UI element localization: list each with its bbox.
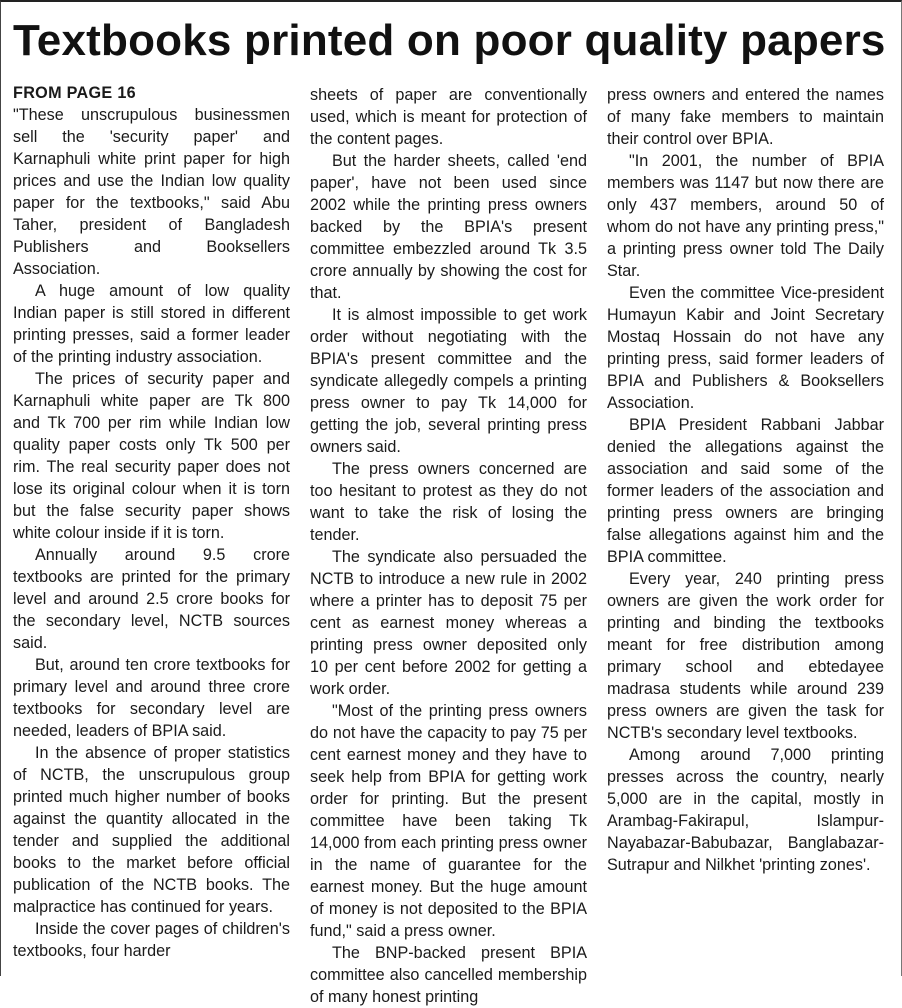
paragraph: "In 2001, the number of BPIA members was 1147 but now there are only 437 members, around 50 of whom do not have any printing press," a printing press owner told The Daily Star.	[607, 152, 884, 280]
paragraph: It is almost impossible to get work order without negotiating with the BPIA's present committee and the syndicate allegedly compels a printing press owner to pay Tk 14,000 for getting the job, several printing press owners said.	[310, 306, 587, 456]
paragraph: BPIA President Rabbani Jabbar denied the allegations against the association and said some of the former leaders of the association and printing press owners are bringing false allegations against him and the BPIA committee.	[607, 416, 884, 566]
paragraph: The prices of security paper and Karnaphuli white paper are Tk 800 and Tk 700 per rim while Indian low quality paper costs only Tk 500 per rim. The real security paper does not lose its original colour when it is torn but the false security paper shows white colour inside if it is torn.	[13, 370, 290, 542]
paragraph: But, around ten crore textbooks for primary level and around three crore textbooks for secondary level are needed, leaders of BPIA said.	[13, 656, 290, 740]
paragraph: sheets of paper are conventionally used, which is meant for protection of the content pages.	[310, 86, 587, 148]
article-body	[13, 82, 893, 1006]
paragraph: In the absence of proper statistics of NCTB, the unscrupulous group printed much higher number of books against the quantity allocated in the tender and supplied the additional books to the market before official publication of the NCTB books. The malpractice has continued for years.	[13, 744, 290, 916]
paragraph: Every year, 240 printing press owners are given the work order for printing and binding the textbooks meant for free distribution among primary school and ebtedayee madrasa students while around 239 press owners are given the task for NCTB's secondary level textbooks.	[607, 570, 884, 742]
paragraph: A huge amount of low quality Indian paper is still stored in different printing presses, said a former leader of the printing industry association.	[13, 282, 290, 366]
paragraph: "Most of the printing press owners do not have the capacity to pay 75 per cent earnest money and they have to seek help from BPIA for getting work order for printing. But the present committee have been taking Tk 14,000 from each printing press owner in the name of guarantee for the earnest money. But the huge amount of money is not deposited to the BPIA fund," said a press owner.	[310, 702, 587, 940]
column-3	[607, 82, 884, 974]
paragraph: press owners and entered the names of many fake members to maintain their control over BPIA.	[607, 86, 884, 148]
headline: Textbooks printed on poor quality papers	[13, 16, 886, 65]
paragraph: The press owners concerned are too hesitant to protest as they do not want to take the risk of losing the tender.	[310, 460, 587, 544]
column-2	[310, 82, 587, 1006]
paragraph: Among around 7,000 printing presses across the country, nearly 5,000 are in the capital, mostly in Arambag-Fakirapul, Islampur-Nayabazar-Babubazar, Banglabazar-Sutrapur and Nilkhet 'printing zones'.	[607, 746, 884, 874]
column-1	[13, 82, 290, 974]
continuation-kicker: FROM PAGE 16	[13, 84, 136, 102]
paragraph: Even the committee Vice-president Humayun Kabir and Joint Secretary Mostaq Hossain do not have any printing press, said former leaders of BPIA and Publishers & Booksellers Association.	[607, 284, 884, 412]
paragraph: "These unscrupulous businessmen sell the 'security paper' and Karnaphuli white print paper for high prices and use the Indian low quality paper for the textbooks," said Abu Taher, president of Bangladesh Publishers and Booksellers Association.	[13, 106, 290, 278]
paragraph: Annually around 9.5 crore textbooks are printed for the primary level and around 2.5 crore books for the secondary level, NCTB sources said.	[13, 546, 290, 652]
paragraph: The BNP-backed present BPIA committee also cancelled membership of many honest printing	[310, 944, 587, 1006]
paragraph: The syndicate also persuaded the NCTB to introduce a new rule in 2002 where a printer has to deposit 75 per cent as earnest money whereas a printing press owner deposited only 10 per cent before 2002 for getting a work order.	[310, 548, 587, 698]
paragraph: But the harder sheets, called 'end paper', have not been used since 2002 while the printing press owners backed by the BPIA's present committee embezzled around Tk 3.5 crore annually by showing the cost for that.	[310, 152, 587, 302]
paragraph: Inside the cover pages of children's textbooks, four harder	[13, 920, 290, 960]
